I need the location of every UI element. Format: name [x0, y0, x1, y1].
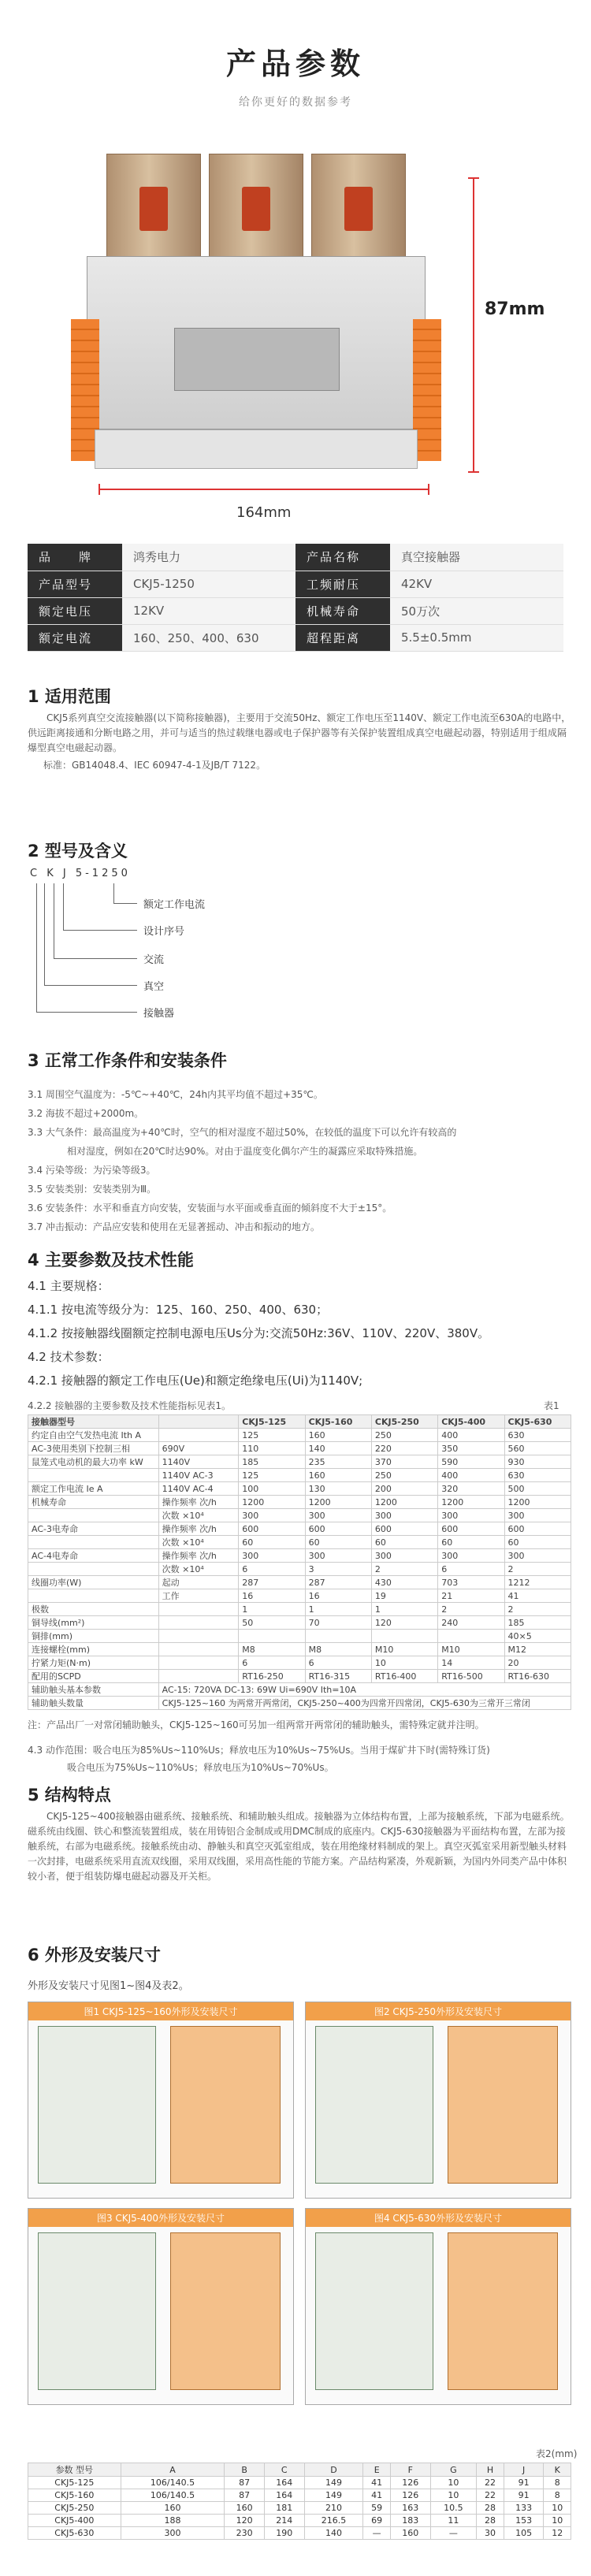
- model-code: C K J 5-1250: [30, 868, 131, 879]
- front-view: [38, 2232, 156, 2390]
- table-header-row: 接触器型号 CKJ5-125 CKJ5-160 CKJ5-250 CKJ5-400 CKJ5-630: [28, 1415, 571, 1429]
- height-dimension-label: 87mm: [485, 299, 545, 319]
- parameter-table: [28, 1414, 571, 1710]
- table-row: AC-4电寿命 操作频率 次/h 300 300 300 300 300: [28, 1549, 571, 1563]
- table-row: 辅助触头数量 CKJ5-125~160 为两常开两常闭，CKJ5-250~400为四常开四常闭，CKJ5-630为三常开三常闭: [28, 1697, 571, 1710]
- section-4-sub: 4.2 技术参数：: [28, 1350, 110, 1364]
- table-header-row: 参数 型号 A B C D E F G H J K: [28, 2463, 571, 2477]
- spec-value: 42KV: [390, 571, 563, 597]
- contactor-frame: [87, 256, 426, 429]
- section-4-line: 4.1.1 按电流等级分为：125、160、250、400、630；: [28, 1303, 329, 1317]
- model-code-diagram: [36, 879, 288, 1020]
- section-1-text: CKJ5系列真空交流接触器(以下简称接触器)，主要用于交流50Hz、额定工作电压至1140V、额定工作电流至630A的电路中，供远距离接通和分断电路之用，并可与适当的热过载继电器或电子保护器等有关保护装置组成真空电磁起动器，特别适用于组成隔爆型真空电磁起动器。: [28, 712, 571, 753]
- drawing-3: [28, 2208, 294, 2405]
- table-1-tag: 表1: [544, 1400, 559, 1411]
- spec-key: 品 牌: [28, 544, 122, 571]
- interrupter-3: [311, 154, 406, 264]
- model-item: 设计序号: [143, 926, 185, 938]
- section-5-text: CKJ5-125~400接触器由磁系统、接触系统、和辅助触头组成。接触器为立体结构布置，上部为接触系统，下部为电磁系统。磁系统由线圈、铁心和整流装置组成，装在用铸铝合金制成或用DMC制成的底座内。CKJ5-630接触器为平面结构布置，左部为接触系统，右部为电磁系统。接触系统由动、静触头和真空灭弧室组成，装在用绝缘材料制成的架上。真空灭弧室采用新型触头材料一次封排，电磁系统采用直流双线圈，采用双线圈，采用高性能的节能方案。产品结构紧凑，外观新颖，为国内外同类产品中体积较小者，便于组装防爆电磁起动器及开关柜。: [28, 1811, 570, 1882]
- spec-row: [28, 544, 563, 571]
- table-row: 工作 16 16 19 21 41: [28, 1589, 571, 1603]
- spec-value: CKJ5-1250: [122, 571, 296, 597]
- spec-key: 产品型号: [28, 571, 122, 597]
- spec-key: 工频耐压: [296, 571, 390, 597]
- drawings-grid: [28, 2002, 571, 2403]
- table-row: 约定自由空气发热电流 Ith A 125 160 250 400 630: [28, 1429, 571, 1442]
- section-1-title: 1 适用范围: [28, 687, 111, 706]
- section-4-line: 4.1.2 按接触器线圈额定控制电源电压Us分为:交流50Hz:36V、110V、220V、380V。: [28, 1326, 490, 1340]
- table-row: 铜导线(mm²) 50 70 120 240 185: [28, 1616, 571, 1630]
- height-dimension-line: [473, 177, 474, 473]
- table-row: CKJ5-160 106/140.5 87 164 149 41 126 10 22 91 8: [28, 2489, 571, 2502]
- section-4-line: 4.2.2 接触器的主要参数及技术性能指标见表1。: [28, 1400, 231, 1411]
- section-3-line: 相对湿度，例如在20℃时达90%。对由于温度变化偶尔产生的凝露应采取特殊措施。: [67, 1146, 423, 1157]
- section-4-range: 4.3 动作范围：吸合电压为85%Us~110%Us；释放电压为10%Us~75%Us。当用于煤矿井下时(需特殊订货): [28, 1745, 490, 1756]
- table-row: 1140V AC-3 125 160 250 400 630: [28, 1469, 571, 1482]
- drawing-caption: 图4 CKJ5-630外形及安装尺寸: [306, 2209, 571, 2227]
- page-subtitle: 给你更好的数据参考: [239, 96, 352, 109]
- spec-key: 机械寿命: [296, 597, 390, 624]
- section-3-line: 3.6 安装条件：水平和垂直方向安装，安装面与水平面或垂直面的倾斜度不大于±15°。: [28, 1203, 392, 1214]
- table-row: 次数 ×10⁴ 6 3 2 6 2: [28, 1563, 571, 1576]
- model-item: 额定工作电流: [143, 899, 206, 911]
- spec-value: 160、250、400、630: [122, 624, 296, 651]
- interrupter-2: [209, 154, 303, 264]
- side-view: [448, 2026, 558, 2184]
- spec-key: 产品名称: [296, 544, 390, 571]
- section-3-line: 3.4 污染等级：为污染等级3。: [28, 1165, 156, 1176]
- section-2-title: 2 型号及含义: [28, 842, 128, 861]
- spec-key: 额定电压: [28, 597, 122, 624]
- table-row: 机械寿命 操作频率 次/h 1200 1200 1200 1200 1200: [28, 1496, 571, 1509]
- model-item: 交流: [143, 954, 165, 966]
- spec-row: [28, 597, 563, 624]
- section-6-title: 6 外形及安装尺寸: [28, 1946, 161, 1965]
- drawing-2: [305, 2002, 571, 2199]
- section-4-line: 4.2.1 接触器的额定工作电压(Ue)和额定绝缘电压(Ui)为1140V;: [28, 1373, 363, 1388]
- spec-value: 真空接触器: [390, 544, 563, 571]
- table-row: 额定工作电流 Ie A 1140V AC-4 100 130 200 320 500: [28, 1482, 571, 1496]
- side-view: [448, 2232, 558, 2390]
- page-header: [0, 39, 591, 110]
- front-view: [38, 2026, 156, 2184]
- table-row: 连接螺栓(mm) M8 M8 M10 M10 M12: [28, 1643, 571, 1656]
- section-4-note: 注：产品出厂一对常闭辅助触头，CKJ5-125~160可另加一组两常开两常闭的辅助触头，需特殊定就并注明。: [28, 1719, 485, 1730]
- table-2-tag: 表2(mm): [536, 2448, 578, 2459]
- side-view: [170, 2232, 281, 2390]
- table-row: 拧紧力矩(N·m) 6 6 10 14 20: [28, 1656, 571, 1670]
- table-row: CKJ5-125 106/140.5 87 164 149 41 126 10 22 91 8: [28, 2477, 571, 2489]
- section-5-title: 5 结构特点: [28, 1786, 111, 1805]
- width-dimension-line: [98, 489, 429, 490]
- table-row: AC-3电寿命 操作频率 次/h 600 600 600 600 600: [28, 1522, 571, 1536]
- side-view: [170, 2026, 281, 2184]
- drawing-caption: 图1 CKJ5-125~160外形及安装尺寸: [28, 2002, 293, 2020]
- table-row: 极数 1 1 1 2 2: [28, 1603, 571, 1616]
- spec-value: 鸿秀电力: [122, 544, 296, 571]
- model-item: 接触器: [143, 1008, 175, 1020]
- section-4-title: 4 主要参数及技术性能: [28, 1251, 194, 1269]
- table-row: CKJ5-400 188 120 214 216.5 69 183 11 28 153 10: [28, 2515, 571, 2527]
- dimensions-table: [28, 2463, 571, 2540]
- table-row: CKJ5-630 300 230 190 140 — 160 — 30 105 12: [28, 2527, 571, 2540]
- front-view: [315, 2232, 433, 2390]
- width-dimension-label: 164mm: [236, 504, 292, 521]
- model-item: 真空: [143, 981, 165, 993]
- table-row: 配用的SCPD RT16-250 RT16-315 RT16-400 RT16-500 RT16-630: [28, 1670, 571, 1683]
- product-image: [71, 154, 441, 485]
- section-1-standard: 标准：GB14048.4、IEC 60947-4-1及JB/T 7122。: [43, 760, 266, 771]
- spec-value: 12KV: [122, 597, 296, 624]
- front-view: [315, 2026, 433, 2184]
- spec-row: [28, 624, 563, 651]
- vacuum-interrupters: [106, 154, 406, 264]
- coil-housing: [174, 328, 340, 391]
- drawing-caption: 图3 CKJ5-400外形及安装尺寸: [28, 2209, 293, 2227]
- spec-value: 5.5±0.5mm: [390, 624, 563, 651]
- section-3-line: 3.1 周围空气温度为：-5℃~+40℃，24h内其平均值不超过+35℃。: [28, 1089, 323, 1100]
- section-3-line: 3.3 大气条件：最高温度为+40℃时，空气的相对湿度不超过50%，在较低的温度下可以允许有较高的: [28, 1127, 457, 1138]
- interrupter-1: [106, 154, 201, 264]
- section-3-line: 3.5 安装类别：安装类别为Ⅲ。: [28, 1184, 157, 1195]
- contactor-base: [95, 429, 418, 469]
- page-title: 产品参数: [225, 46, 365, 81]
- table-row: 辅助触头基本参数 AC-15: 720VA DC-13: 69W Ui=690V Ith=10A: [28, 1683, 571, 1697]
- table-row: 次数 ×10⁴ 300 300 300 300 300: [28, 1509, 571, 1522]
- section-4-sub: 4.1 主要规格：: [28, 1279, 110, 1293]
- section-6-intro: 外形及安装尺寸见图1~图4及表2。: [28, 1980, 189, 1992]
- spec-row: [28, 571, 563, 597]
- spec-key: 超程距离: [296, 624, 390, 651]
- section-3-line: 3.7 冲击振动：产品应安装和使用在无显著摇动、冲击和振动的地方。: [28, 1221, 320, 1232]
- drawing-caption: 图2 CKJ5-250外形及安装尺寸: [306, 2002, 571, 2020]
- table-row: 次数 ×10⁴ 60 60 60 60 60: [28, 1536, 571, 1549]
- table-row: 鼠笼式电动机的最大功率 kW 1140V 185 235 370 590 930: [28, 1455, 571, 1469]
- drawing-4: [305, 2208, 571, 2405]
- spec-table: [28, 544, 563, 652]
- drawing-1: [28, 2002, 294, 2199]
- table-row: AC-3使用类别下控制三相 690V 110 140 220 350 560: [28, 1442, 571, 1455]
- section-4-range: 吸合电压为75%Us~110%Us；释放电压为10%Us~70%Us。: [67, 1762, 334, 1773]
- table-row: 线圈功率(W) 起动 287 287 430 703 1212: [28, 1576, 571, 1589]
- section-3-title: 3 正常工作条件和安装条件: [28, 1051, 227, 1070]
- table-row: CKJ5-250 160 160 181 210 59 163 10.5 28 133 10: [28, 2502, 571, 2515]
- section-3-line: 3.2 海拔不超过+2000m。: [28, 1108, 144, 1119]
- spec-value: 50万次: [390, 597, 563, 624]
- spec-key: 额定电流: [28, 624, 122, 651]
- table-row: 铜排(mm) 40×5: [28, 1630, 571, 1643]
